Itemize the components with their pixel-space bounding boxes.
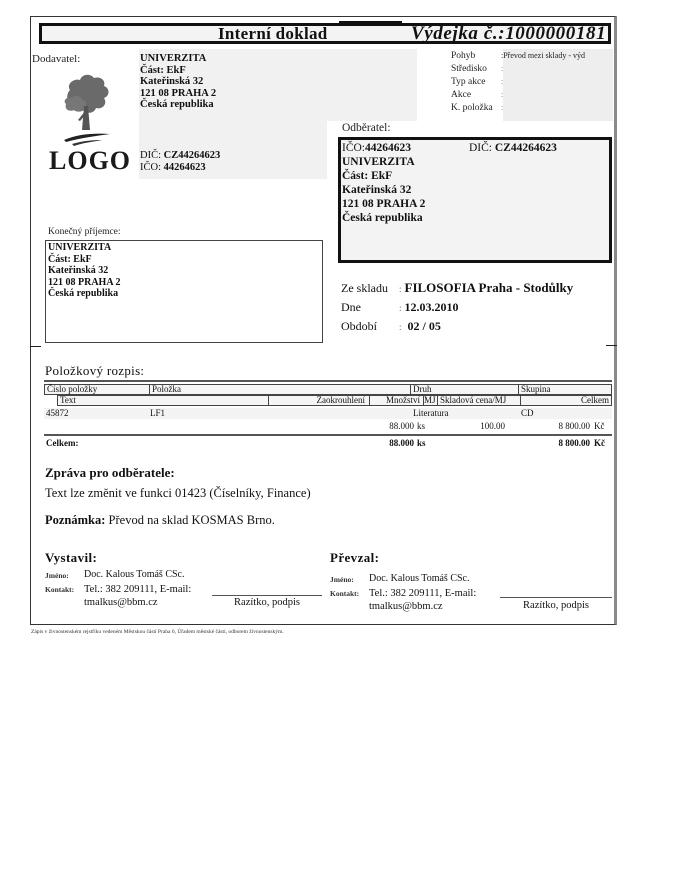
col-item: Položka	[152, 384, 181, 394]
item-total: 8 800.00	[558, 421, 590, 431]
col-type: Druh	[413, 384, 432, 394]
item-unit: ks	[417, 421, 426, 431]
item-unit-price: 100.00	[480, 421, 505, 431]
customer-ico-label: IČO:	[342, 142, 365, 154]
totals-currency: Kč	[594, 438, 605, 448]
supplier-dic: CZ44264623	[163, 150, 221, 161]
totals-label: Celkem:	[46, 438, 79, 448]
supplier-dic-label: DIČ:	[140, 150, 161, 161]
registry-footer: Zápis v živnostenském rejstříku vedeném Městskou částí Praha 6, Úřadem městské části, odborem živnostenským.	[31, 629, 284, 635]
final-recipient-country: Česká republika	[48, 288, 119, 299]
warehouse-info: Ze skladu : FILOSOFIA Praha - Stodůlky Dne : 12.03.2010 Období : 02 / 05	[341, 280, 574, 333]
issued-contact-label: Kontakt:	[45, 585, 75, 594]
final-recipient-part: Část: EkF	[48, 253, 92, 265]
document-type: Výdejka č.:	[411, 23, 506, 44]
items-header-row-1	[44, 384, 612, 395]
supplier-part: Část: EkF	[140, 64, 186, 76]
totals-rule	[44, 434, 612, 436]
meta-row-akce: Akce :	[451, 90, 504, 100]
supplier-street: Kateřinská 32	[140, 76, 204, 87]
received-name-label: Jméno:	[330, 575, 354, 584]
issued-contact-email: tmalkus@bbm.cz	[84, 597, 158, 608]
supplier-city: 121 08 PRAHA 2	[140, 87, 217, 99]
logo-text: LOGO	[49, 146, 132, 175]
items-top-rule	[44, 380, 612, 382]
totals-quantity: 88.000	[389, 438, 414, 448]
date-value: 12.03.2010	[404, 300, 459, 314]
warehouse-from-label: Ze skladu	[341, 281, 388, 295]
customer-dic-label: DIČ:	[469, 142, 492, 154]
meta-label: Typ akce	[451, 77, 486, 87]
supplier-country: Česká republika	[140, 99, 214, 110]
customer-part: Část: EkF	[342, 170, 393, 182]
supplier-label: Dodavatel:	[32, 53, 81, 65]
item-group: CD	[521, 408, 534, 418]
item-quantity: 88.000	[389, 421, 414, 431]
issued-contact	[84, 583, 191, 609]
final-recipient-street: Kateřinská 32	[48, 265, 109, 276]
document-number: 1000000181	[505, 23, 607, 44]
meta-label: Akce	[451, 90, 472, 100]
col-item-number: Číslo položky	[47, 384, 98, 394]
received-contact-line1: Tel.: 382 209111, E-mail:	[369, 588, 477, 599]
warehouse-from-value: FILOSOFIA Praha - Stodůlky	[404, 280, 574, 295]
period-value: 02 / 05	[407, 319, 441, 333]
totals-unit: ks	[417, 438, 426, 448]
message-text: Text lze změnit ve funkci 01423 (Číselníky, Finance)	[45, 486, 311, 500]
received-heading: Převzal:	[330, 550, 380, 565]
customer-ico: 44264623	[365, 142, 411, 154]
issued-name-label: Jméno:	[45, 571, 69, 580]
final-recipient-label: Konečný příjemce:	[48, 227, 121, 237]
note	[45, 513, 275, 528]
note-label: Poznámka:	[45, 513, 106, 527]
customer-city: 121 08 PRAHA 2	[342, 198, 426, 210]
col-text: Text	[60, 395, 76, 405]
customer-name: UNIVERZITA	[342, 156, 415, 168]
customer-address	[342, 141, 557, 225]
received-contact-label: Kontakt:	[330, 589, 360, 598]
meta-label: Pohyb	[451, 51, 476, 61]
customer-label: Odběratel:	[342, 122, 391, 134]
col-unit-price: Skladová cena/MJ	[440, 395, 507, 405]
tree-logo-icon	[60, 70, 114, 148]
issued-contact-line1: Tel.: 382 209111, E-mail:	[84, 584, 192, 595]
meta-label: K. položka	[451, 103, 493, 113]
received-contact-email: tmalkus@bbm.cz	[369, 601, 443, 612]
meta-panel	[327, 49, 417, 121]
right-tick-mark	[606, 345, 617, 346]
final-recipient-address	[48, 242, 121, 300]
issued-heading: Vystavil:	[45, 550, 98, 565]
meta-value: Převod mezi sklady - výd	[503, 51, 585, 60]
col-quantity: Množství	[385, 395, 420, 405]
final-recipient-city: 121 08 PRAHA 2	[48, 276, 121, 288]
meta-row-pohyb: Pohyb :Převod mezi sklady - výd	[451, 51, 585, 61]
col-rounding: Zaokrouhlení	[316, 395, 365, 405]
supplier-ico-label: IČO:	[140, 162, 161, 173]
supplier-name: UNIVERZITA	[140, 53, 207, 64]
item-type: Literatura	[413, 408, 449, 418]
customer-street: Kateřinská 32	[342, 184, 412, 196]
totals-total: 8 800.00	[558, 438, 590, 448]
item-name: LF1	[150, 408, 166, 418]
document-title: Interní doklad	[218, 24, 328, 43]
meta-label: Středisko	[451, 64, 487, 74]
period-label: Období	[341, 319, 377, 333]
received-contact	[369, 587, 476, 613]
supplier-ids	[140, 150, 220, 174]
item-number: 45872	[46, 408, 69, 418]
customer-country: Česká republika	[342, 212, 423, 224]
final-recipient-name: UNIVERZITA	[48, 242, 112, 253]
issued-name: Doc. Kalous Tomáš CSc.	[84, 569, 185, 580]
issued-stamp-label: Razítko, podpis	[234, 597, 300, 608]
received-name: Doc. Kalous Tomáš CSc.	[369, 573, 470, 584]
items-title: Položkový rozpis:	[45, 363, 145, 378]
meta-row-stredisko: Středisko :	[451, 64, 504, 74]
document-number-heading	[411, 23, 606, 45]
received-stamp-label: Razítko, podpis	[523, 600, 589, 611]
supplier-ico: 44264623	[163, 162, 206, 173]
customer-dic: CZ44264623	[494, 142, 557, 154]
col-total: Celkem	[581, 395, 609, 405]
col-group: Skupina	[521, 384, 551, 394]
items-header-row-2	[57, 395, 612, 406]
item-currency: Kč	[594, 421, 605, 431]
meta-row-typ-akce: Typ akce :	[451, 77, 504, 87]
date-label: Dne	[341, 300, 361, 314]
col-unit: MJ	[424, 395, 436, 405]
meta-row-k-polozka: K. položka :	[451, 103, 504, 113]
title-divider	[339, 21, 402, 24]
note-text: Převod na sklad KOSMAS Brno.	[108, 513, 275, 527]
issued-signature-line	[212, 595, 322, 596]
message-heading: Zpráva pro odběratele:	[45, 465, 175, 480]
received-signature-line	[500, 597, 612, 598]
left-tick-mark	[30, 346, 41, 347]
supplier-address	[140, 53, 216, 111]
